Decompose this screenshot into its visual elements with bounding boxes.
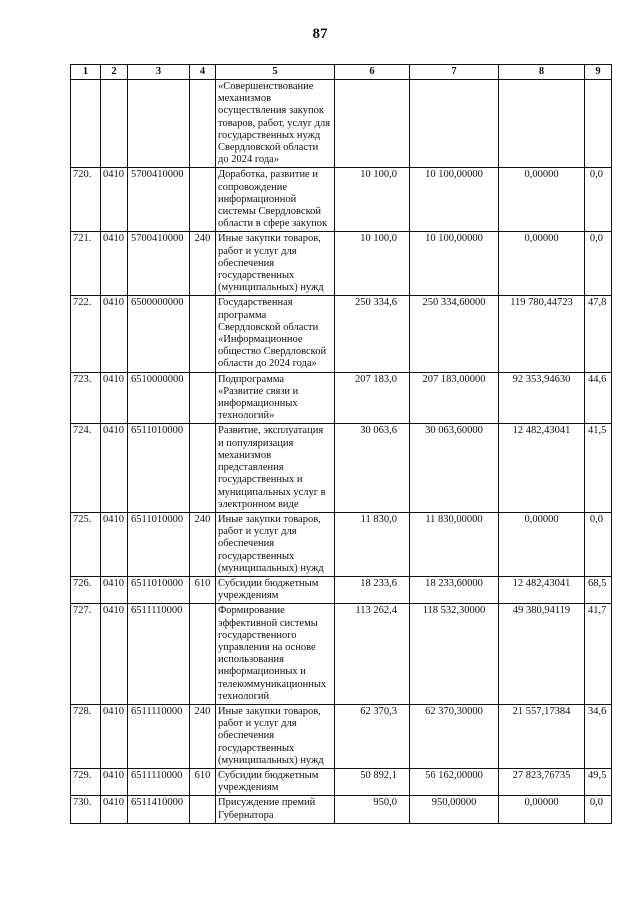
approved-amount-cell: 62 370,30000 xyxy=(410,704,499,768)
column-header: 2 xyxy=(101,65,128,80)
column-header: 3 xyxy=(128,65,190,80)
item-name-cell: Доработка, развитие и сопровождение информационной системы Свердловской области в сфере закупок xyxy=(216,168,335,232)
table-row xyxy=(71,232,612,296)
approved-amount-cell: 30 063,60000 xyxy=(410,424,499,512)
target-article-cell: 5700410000 xyxy=(128,232,190,296)
column-header: 1 xyxy=(71,65,101,80)
target-article-cell: 6500000000 xyxy=(128,296,190,372)
row-number-cell: 723. xyxy=(71,372,101,424)
table-row xyxy=(71,168,612,232)
executed-amount-cell: 27 823,76735 xyxy=(499,768,585,795)
section-code-cell: 0410 xyxy=(101,604,128,705)
target-article-cell: 6511010000 xyxy=(128,512,190,576)
expense-type-cell: 240 xyxy=(190,512,216,576)
item-name-cell: Развитие, эксплуатация и популяризация механизмов представления государственных и муниципальных услуг в электронном виде xyxy=(216,424,335,512)
item-name-cell: Присуждение премий Губернатора xyxy=(216,796,335,823)
execution-percent-cell: 41,7 xyxy=(585,604,612,705)
table-row xyxy=(71,604,612,705)
planned-amount-cell: 62 370,3 xyxy=(335,704,410,768)
item-name-cell: Формирование эффективной системы государственного управления на основе использования информационных и телекоммуникационных технологий xyxy=(216,604,335,705)
executed-amount-cell: 0,00000 xyxy=(499,512,585,576)
expense-type-cell xyxy=(190,424,216,512)
executed-amount-cell: 0,00000 xyxy=(499,168,585,232)
row-number-cell: 724. xyxy=(71,424,101,512)
planned-amount-cell: 207 183,0 xyxy=(335,372,410,424)
approved-amount-cell: 18 233,60000 xyxy=(410,576,499,603)
item-name-cell: Государственная программа Свердловской области «Информационное общество Свердловской области до 2024 года» xyxy=(216,296,335,372)
target-article-cell: 5700410000 xyxy=(128,168,190,232)
execution-percent-cell: 68,5 xyxy=(585,576,612,603)
executed-amount-cell: 21 557,17384 xyxy=(499,704,585,768)
executed-amount-cell: 0,00000 xyxy=(499,232,585,296)
planned-amount-cell: 10 100,0 xyxy=(335,232,410,296)
row-number-cell: 729. xyxy=(71,768,101,795)
section-code-cell: 0410 xyxy=(101,768,128,795)
approved-amount-cell: 56 162,00000 xyxy=(410,768,499,795)
expense-type-cell xyxy=(190,372,216,424)
column-header: 7 xyxy=(410,65,499,80)
approved-amount-cell: 250 334,60000 xyxy=(410,296,499,372)
row-number-cell: 730. xyxy=(71,796,101,823)
target-article-cell: 6510000000 xyxy=(128,372,190,424)
execution-percent-cell: 34,6 xyxy=(585,704,612,768)
approved-amount-cell: 950,00000 xyxy=(410,796,499,823)
executed-amount-cell: 12 482,43041 xyxy=(499,424,585,512)
column-header: 4 xyxy=(190,65,216,80)
target-article-cell: 6511110000 xyxy=(128,704,190,768)
expense-type-cell xyxy=(190,168,216,232)
approved-amount-cell: 11 830,00000 xyxy=(410,512,499,576)
table-row xyxy=(71,80,612,168)
executed-amount-cell xyxy=(499,80,585,168)
column-header: 5 xyxy=(216,65,335,80)
execution-percent-cell xyxy=(585,80,612,168)
expense-type-cell: 610 xyxy=(190,768,216,795)
row-number-cell: 728. xyxy=(71,704,101,768)
header-row xyxy=(71,65,612,80)
column-header: 9 xyxy=(585,65,612,80)
section-code-cell: 0410 xyxy=(101,372,128,424)
target-article-cell: 6511010000 xyxy=(128,576,190,603)
item-name-cell: Субсидии бюджетным учреждениям xyxy=(216,576,335,603)
target-article-cell: 6511110000 xyxy=(128,604,190,705)
executed-amount-cell: 0,00000 xyxy=(499,796,585,823)
item-name-cell: Иные закупки товаров, работ и услуг для обеспечения государственных (муниципальных) нужд xyxy=(216,512,335,576)
execution-percent-cell: 0,0 xyxy=(585,512,612,576)
item-name-cell: Иные закупки товаров, работ и услуг для обеспечения государственных (муниципальных) нужд xyxy=(216,232,335,296)
row-number-cell: 725. xyxy=(71,512,101,576)
planned-amount-cell: 30 063,6 xyxy=(335,424,410,512)
execution-percent-cell: 47,8 xyxy=(585,296,612,372)
row-number-cell: 727. xyxy=(71,604,101,705)
item-name-cell: «Совершенствование механизмов осуществления закупок товаров, работ, услуг для государственных нужд Свердловской области до 2024 года» xyxy=(216,80,335,168)
planned-amount-cell: 950,0 xyxy=(335,796,410,823)
column-header: 6 xyxy=(335,65,410,80)
section-code-cell: 0410 xyxy=(101,512,128,576)
approved-amount-cell: 118 532,30000 xyxy=(410,604,499,705)
executed-amount-cell: 119 780,44723 xyxy=(499,296,585,372)
execution-percent-cell: 0,0 xyxy=(585,232,612,296)
target-article-cell xyxy=(128,80,190,168)
row-number-cell xyxy=(71,80,101,168)
table-row xyxy=(71,424,612,512)
section-code-cell xyxy=(101,80,128,168)
execution-percent-cell: 0,0 xyxy=(585,168,612,232)
planned-amount-cell: 50 892,1 xyxy=(335,768,410,795)
planned-amount-cell: 250 334,6 xyxy=(335,296,410,372)
expense-type-cell xyxy=(190,796,216,823)
target-article-cell: 6511410000 xyxy=(128,796,190,823)
approved-amount-cell: 10 100,00000 xyxy=(410,168,499,232)
executed-amount-cell: 12 482,43041 xyxy=(499,576,585,603)
table-row xyxy=(71,372,612,424)
row-number-cell: 720. xyxy=(71,168,101,232)
row-number-cell: 721. xyxy=(71,232,101,296)
table-row xyxy=(71,768,612,795)
approved-amount-cell: 207 183,00000 xyxy=(410,372,499,424)
section-code-cell: 0410 xyxy=(101,296,128,372)
planned-amount-cell: 113 262,4 xyxy=(335,604,410,705)
item-name-cell: Подпрограмма «Развитие связи и информационных технологий» xyxy=(216,372,335,424)
section-code-cell: 0410 xyxy=(101,424,128,512)
target-article-cell: 6511110000 xyxy=(128,768,190,795)
row-number-cell: 722. xyxy=(71,296,101,372)
execution-percent-cell: 49,5 xyxy=(585,768,612,795)
item-name-cell: Иные закупки товаров, работ и услуг для обеспечения государственных (муниципальных) нужд xyxy=(216,704,335,768)
section-code-cell: 0410 xyxy=(101,704,128,768)
section-code-cell: 0410 xyxy=(101,796,128,823)
section-code-cell: 0410 xyxy=(101,232,128,296)
execution-percent-cell: 0,0 xyxy=(585,796,612,823)
table-row xyxy=(71,296,612,372)
executed-amount-cell: 92 353,94630 xyxy=(499,372,585,424)
planned-amount-cell: 11 830,0 xyxy=(335,512,410,576)
table-row xyxy=(71,576,612,603)
executed-amount-cell: 49 380,94119 xyxy=(499,604,585,705)
approved-amount-cell: 10 100,00000 xyxy=(410,232,499,296)
expense-type-cell: 240 xyxy=(190,232,216,296)
table-row xyxy=(71,512,612,576)
target-article-cell: 6511010000 xyxy=(128,424,190,512)
table-row xyxy=(71,704,612,768)
planned-amount-cell: 18 233,6 xyxy=(335,576,410,603)
expense-type-cell xyxy=(190,604,216,705)
execution-percent-cell: 41,5 xyxy=(585,424,612,512)
expense-type-cell xyxy=(190,80,216,168)
expense-type-cell: 610 xyxy=(190,576,216,603)
row-number-cell: 726. xyxy=(71,576,101,603)
approved-amount-cell xyxy=(410,80,499,168)
section-code-cell: 0410 xyxy=(101,576,128,603)
column-header: 8 xyxy=(499,65,585,80)
section-code-cell: 0410 xyxy=(101,168,128,232)
execution-percent-cell: 44,6 xyxy=(585,372,612,424)
planned-amount-cell xyxy=(335,80,410,168)
planned-amount-cell: 10 100,0 xyxy=(335,168,410,232)
expense-type-cell: 240 xyxy=(190,704,216,768)
expense-type-cell xyxy=(190,296,216,372)
budget-table xyxy=(70,64,612,824)
table-row xyxy=(71,796,612,823)
item-name-cell: Субсидии бюджетным учреждениям xyxy=(216,768,335,795)
page-number: 87 xyxy=(312,26,328,42)
